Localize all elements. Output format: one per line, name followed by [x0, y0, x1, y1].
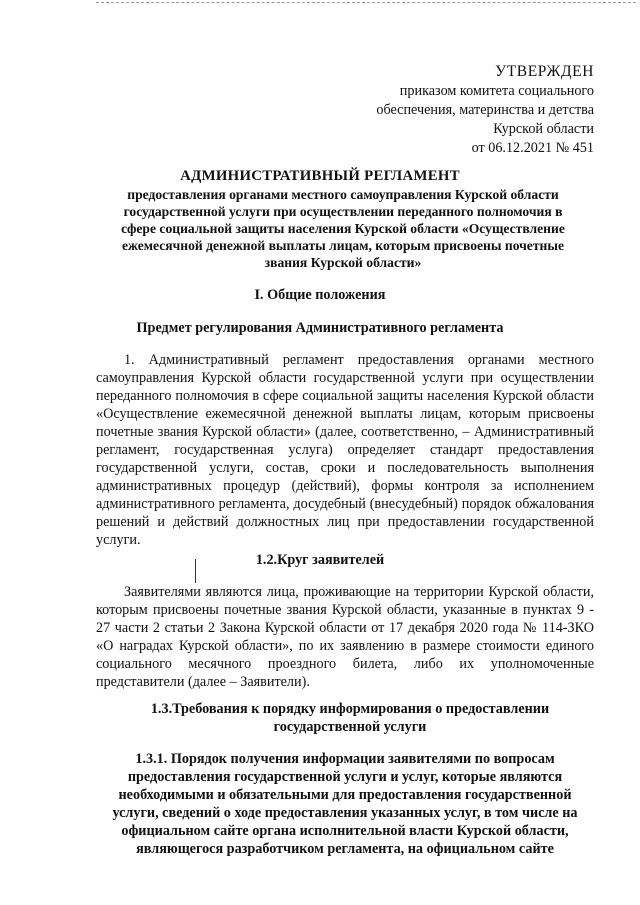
approval-line: обеспечения, материнства и детства — [376, 102, 594, 118]
section-1-heading: I. Общие положения — [254, 287, 386, 303]
approval-stamp — [376, 62, 594, 158]
approval-heading: УТВЕРЖДЕН — [495, 63, 594, 80]
section-1-2-paragraph: Заявителями являются лица, проживающие на территории Курской области, которым присвоены почетные звания Курской области, указанные в пунктах 9 - 27 части 2 статьи 2 Закона Курской области от 17 декабря 2020 года № 114-ЗКО «О наградах Курской области», по их заявлению в размере стоимости единого социального месячного проездного билета, либо их уполномоченные представители (далее – Заявители). — [96, 584, 594, 690]
section-1-2-heading: 1.2.Круг заявителей — [255, 552, 385, 568]
document-subtitle: предоставления органами местного самоуправления Курской области государственной услуги при осуществлении переданного полномочия в сфере социальной защиты населения Курской области «Осуществление ежемесячной денежной выплаты лицам, которым присвоены почетные звания Курской области» — [121, 187, 565, 270]
section-1-paragraph: 1. Административный регламент предоставления органами местного самоуправления Курской области государственной услуги при осуществлении переданного полномочия в сфере социальной защиты населения Курской области «Осуществление ежемесячной денежной выплаты лицам, которым присвоены почетные звания Курской области» (далее, соответственно, – Административный регламент, государственная услуга) определяет стандарт предоставления государственной услуги, состав, сроки и последовательность выполнения административных процедур (действий), формы контроля за исполнением административного регламента, досудебный (внесудебный) порядок обжалования решений и действий должностных лиц при предоставлении государственной услуги. — [96, 352, 594, 548]
scan-top-edge — [96, 2, 636, 3]
approval-line: приказом комитета социального — [399, 83, 594, 99]
document-title: АДМИНИСТРАТИВНЫЙ РЕГЛАМЕНТ — [180, 168, 460, 184]
scan-mark — [195, 559, 196, 583]
section-1-subheading: Предмет регулирования Административного регламента — [136, 320, 504, 336]
section-1-3-1-text: 1.3.1. Порядок получения информации заявителями по вопросам предоставления государственной услуги и услуг, которые являются необходимыми и обязательными для предоставления государственной услуги, сведений о ходе предоставления указанных услуг, в том числе на официальном сайте органа исполнительной власти Курской области, являющегося разработчиком регламента, на официальном сайте — [112, 751, 578, 857]
approval-line: Курской области — [493, 121, 594, 137]
approval-line: от 06.12.2021 № 451 — [471, 140, 594, 156]
section-1-3-heading: 1.3.Требования к порядку информирования о предоставлении государственной услуги — [150, 701, 550, 735]
